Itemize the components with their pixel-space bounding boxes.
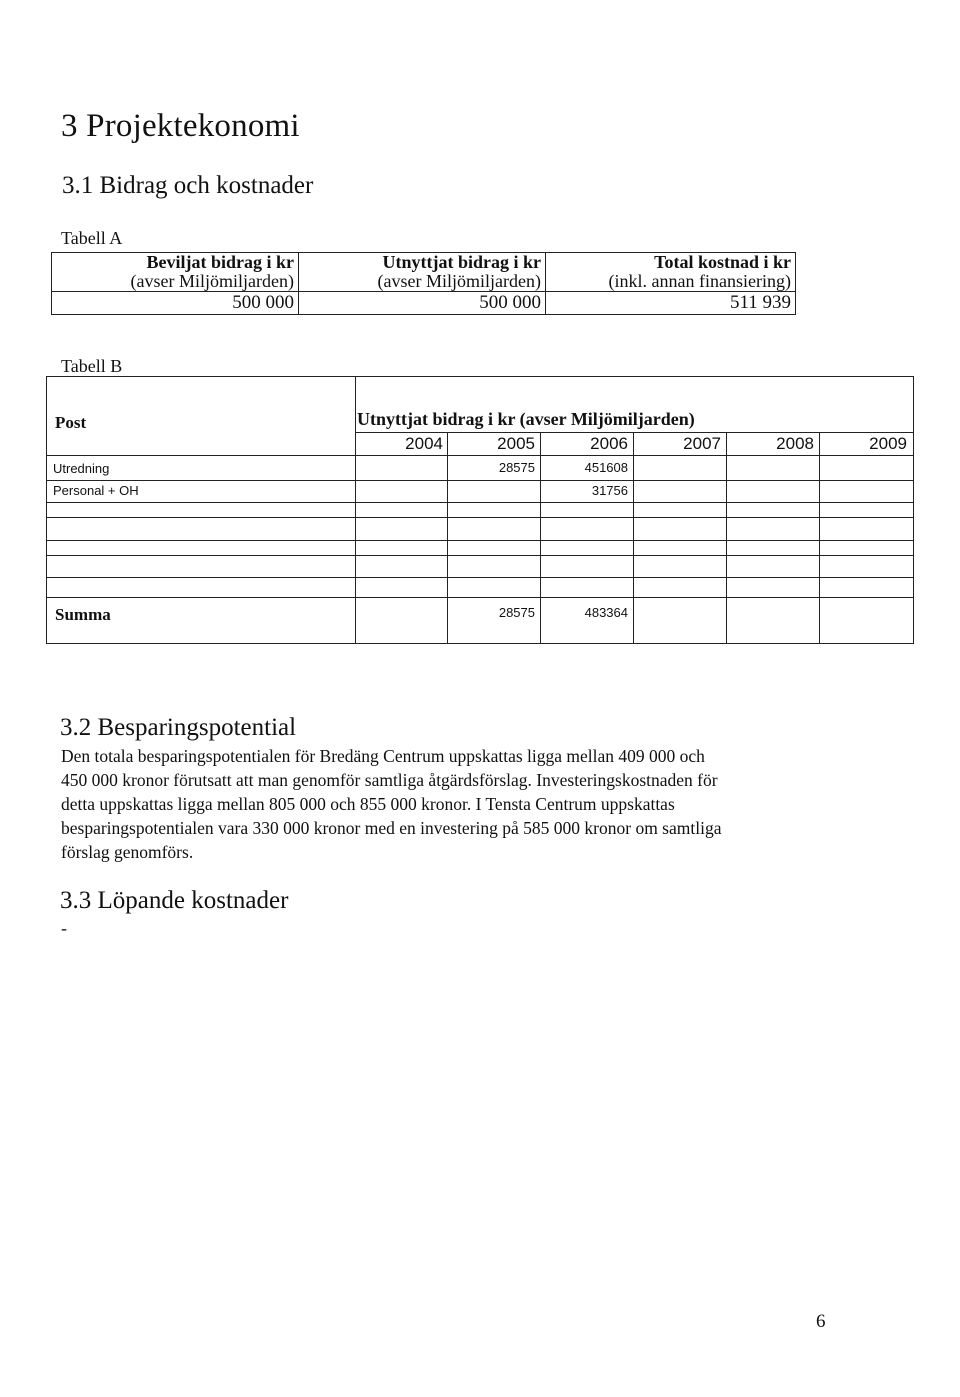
table-b bbox=[46, 376, 914, 644]
table-a-caption: Tabell A bbox=[61, 228, 123, 248]
page-number: 6 bbox=[816, 1311, 826, 1332]
table-a-header-used: Utnyttjat bidrag i kr (avser Miljömiljarden) bbox=[299, 253, 546, 292]
table-b-year-2008: 2008 bbox=[776, 434, 814, 453]
table-a-value-total: 511 939 bbox=[546, 292, 796, 315]
table-b-year-2004: 2004 bbox=[405, 434, 443, 453]
table-a-header-granted: Beviljat bidrag i kr (avser Miljömiljarden) bbox=[52, 253, 299, 292]
table-b-sum-cell: 28575 bbox=[498, 605, 535, 620]
table-b-year-2009: 2009 bbox=[869, 434, 907, 453]
table-b-year-2006: 2006 bbox=[590, 434, 628, 453]
table-b-cell: 28575 bbox=[498, 460, 535, 475]
table-b-cell: 31756 bbox=[591, 483, 628, 498]
table-b-group-header: Utnyttjat bidrag i kr (avser Miljömiljarden) bbox=[357, 409, 695, 429]
table-a-value-granted: 500 000 bbox=[52, 292, 299, 315]
table-a bbox=[51, 252, 796, 315]
list-bullet: - bbox=[61, 918, 67, 938]
section-heading-3-3: 3.3 Löpande kostnader bbox=[60, 887, 289, 914]
table-b-year-2005: 2005 bbox=[497, 434, 535, 453]
table-b-post-header: Post bbox=[55, 413, 87, 432]
paragraph-line: detta uppskattas ligga mellan 805 000 och 855 000 kronor. I Tensta Centrum uppskattas bbox=[61, 794, 675, 814]
section-heading-3-1: 3.1 Bidrag och kostnader bbox=[62, 172, 314, 199]
paragraph-line: 450 000 kronor förutsatt att man genomför samtliga åtgärdsförslag. Investeringskostnaden för bbox=[61, 770, 718, 790]
table-a-value-used: 500 000 bbox=[299, 292, 546, 315]
paragraph-line: besparingspotentialen vara 330 000 kronor med en investering på 585 000 kronor om samtliga bbox=[61, 818, 722, 838]
table-b-row-label: Utredning bbox=[53, 461, 110, 476]
section-heading-3-2: 3.2 Besparingspotential bbox=[60, 714, 297, 741]
table-b-sum-cell: 483364 bbox=[584, 605, 628, 620]
table-b-sum-label: Summa bbox=[55, 605, 111, 624]
table-b-cell: 451608 bbox=[584, 460, 628, 475]
paragraph-line: Den totala besparingspotentialen för Bredäng Centrum uppskattas ligga mellan 409 000 och bbox=[61, 746, 705, 766]
paragraph-line: förslag genomförs. bbox=[61, 842, 194, 862]
table-b-year-2007: 2007 bbox=[683, 434, 721, 453]
section-heading-3: 3 Projektekonomi bbox=[61, 108, 300, 144]
table-b-row-label: Personal + OH bbox=[53, 483, 139, 498]
table-b-caption: Tabell B bbox=[61, 356, 123, 376]
table-a-header-total: Total kostnad i kr (inkl. annan finansiering) bbox=[546, 253, 796, 292]
paragraph-besparingspotential bbox=[61, 744, 851, 864]
